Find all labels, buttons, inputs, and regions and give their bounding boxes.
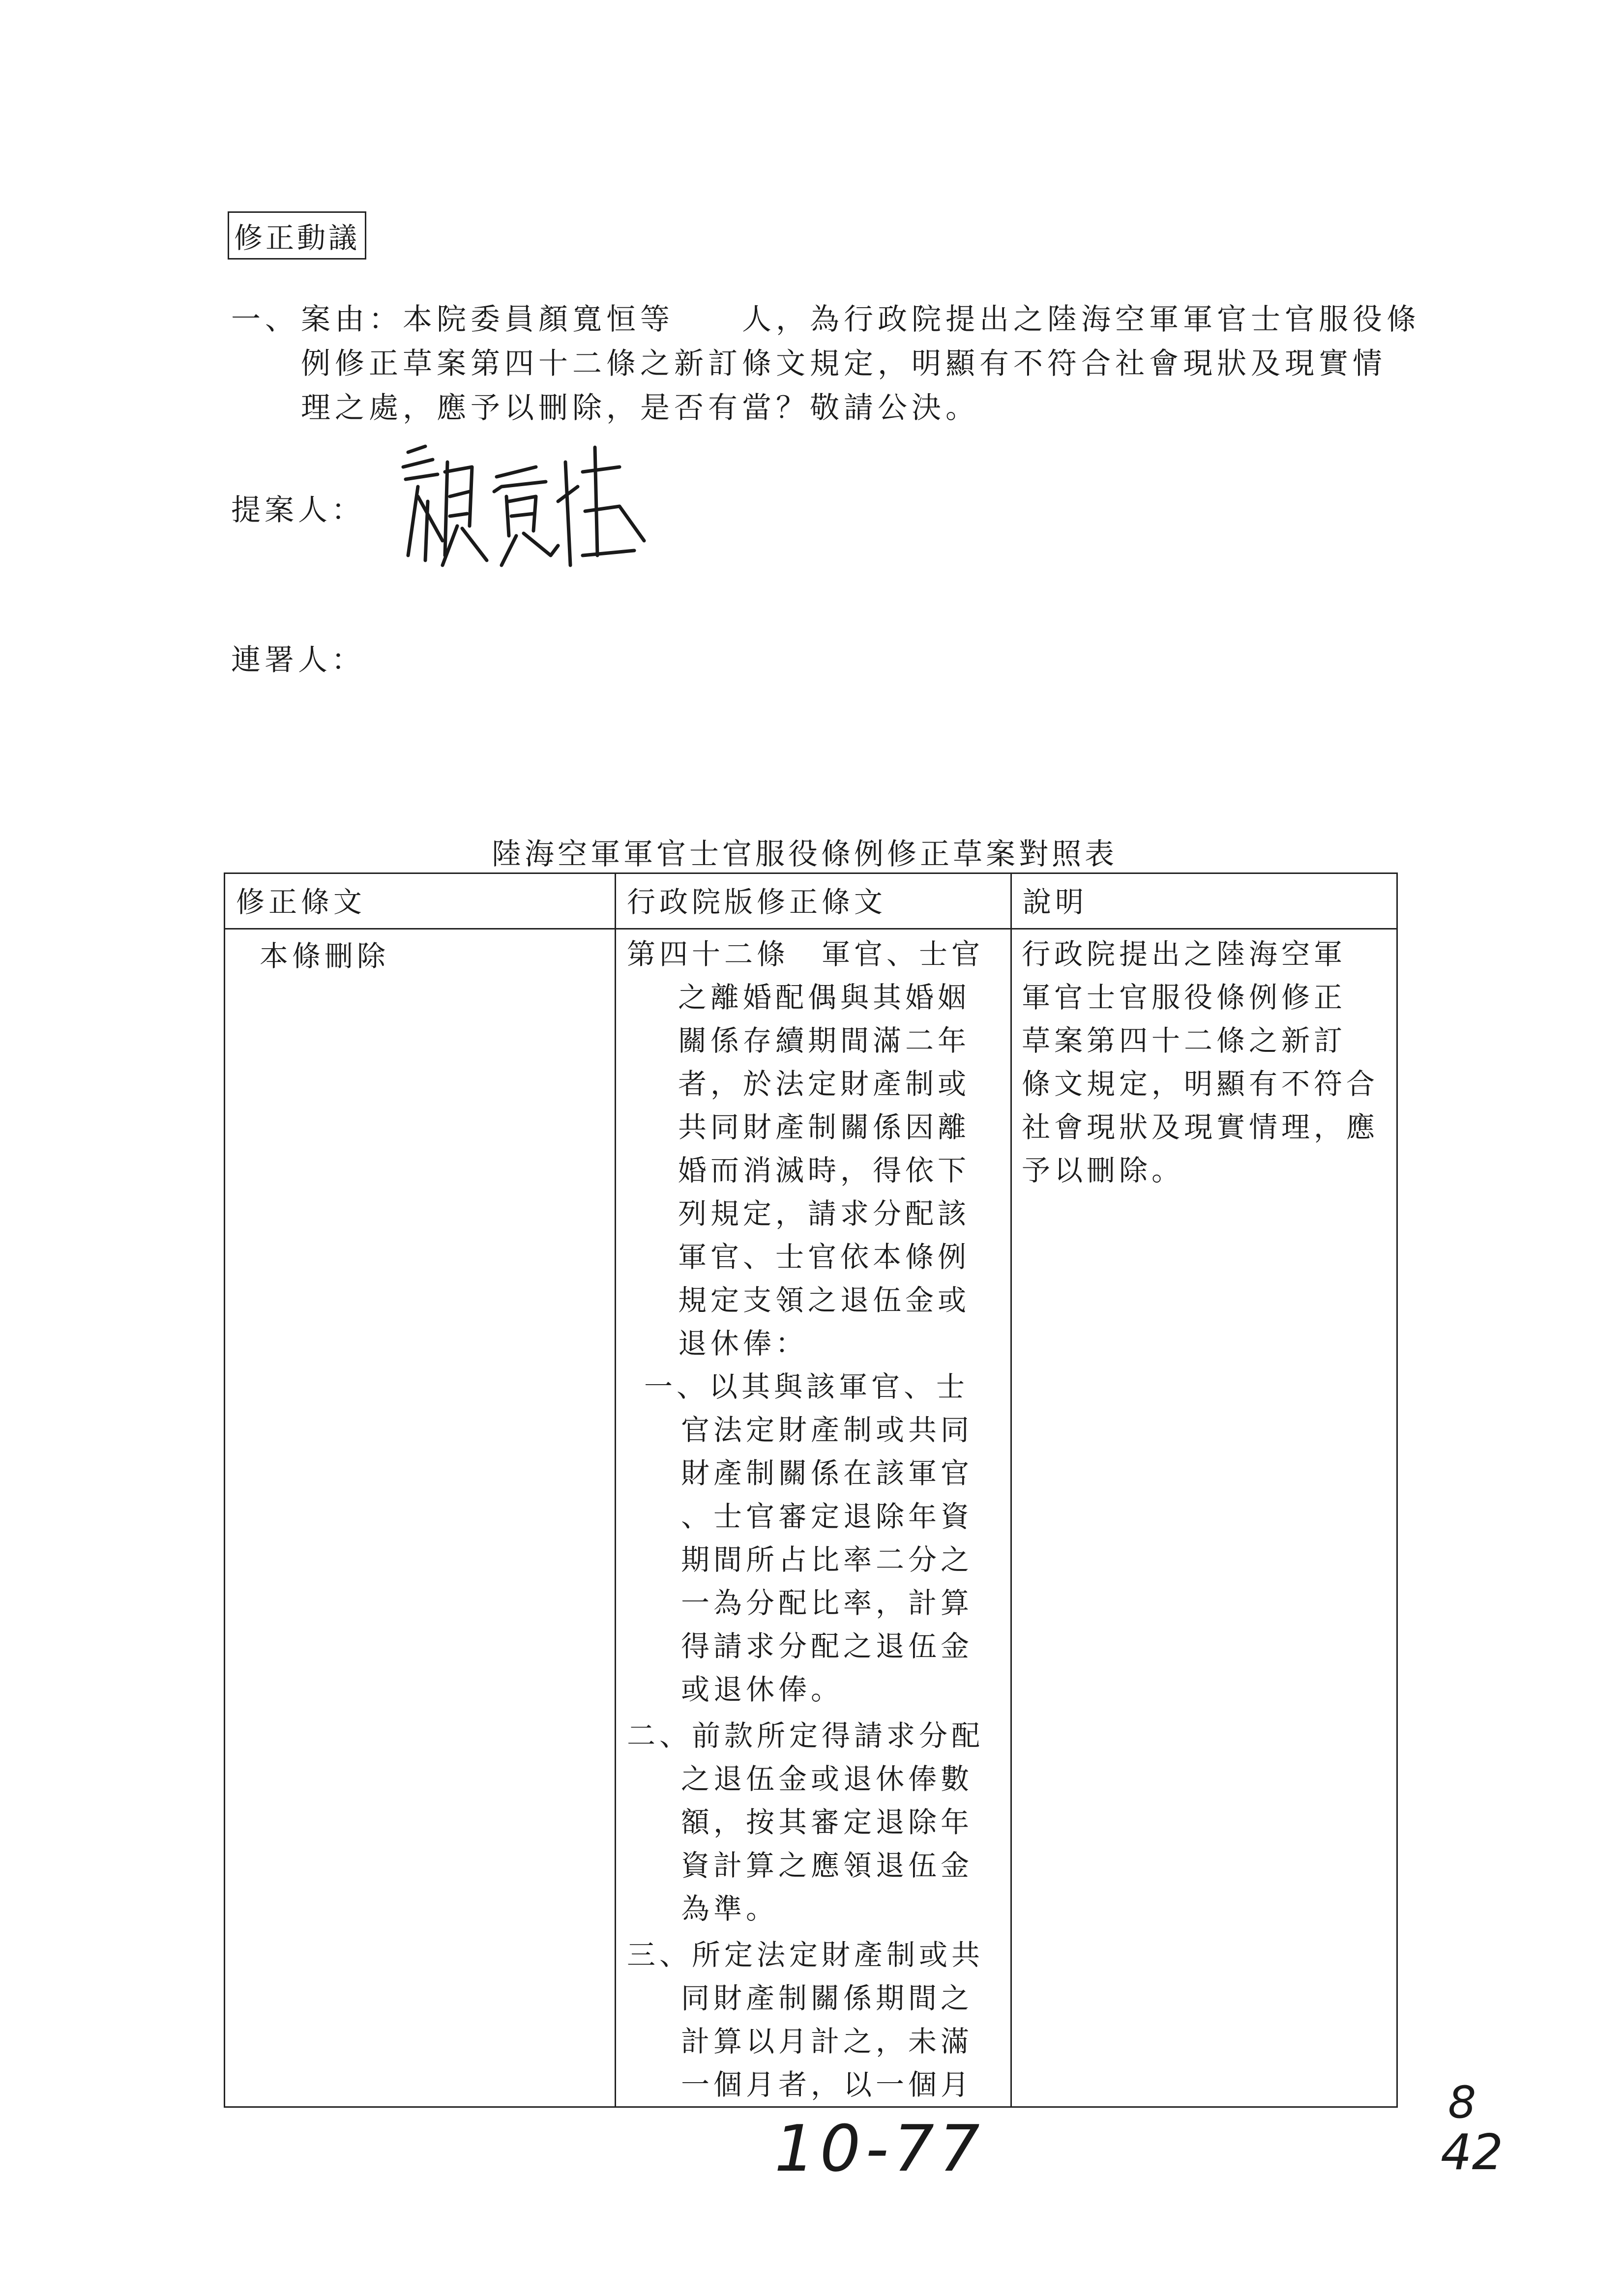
article-continuation (627, 976, 1005, 1365)
article-line: 之離婚配偶與其婚姻 (678, 981, 971, 1014)
article-item-2 (627, 1714, 1005, 1930)
amended-text-cell (225, 929, 616, 2107)
item-line: 一個月者，以一個月 (681, 2068, 974, 2101)
item-line: 計算以月計之，未滿 (681, 2025, 974, 2058)
article-line: 共同財產制關係因離 (678, 1110, 971, 1144)
proposer-label: 提案人： (231, 493, 365, 527)
item-line: 所定法定財產制或共 (692, 1938, 984, 1972)
explanation-line: 予以刪除。 (1022, 1154, 1184, 1187)
item-line: 或退休俸。 (681, 1673, 844, 1706)
article-item-1 (627, 1365, 1005, 1711)
explanation-line: 條文規定，明顯有不符合 (1022, 1067, 1379, 1101)
corner-mark-top: 8 (1448, 2077, 1476, 2128)
motion-line: 理之處，應予以刪除，是否有當？敬請公決。 (301, 391, 979, 425)
item-line: 前款所定得請求分配 (692, 1719, 984, 1752)
table-row (225, 929, 1397, 2107)
item-number: 三、 (627, 1938, 692, 1972)
executive-yuan-cell (616, 929, 1011, 2107)
article-item-3 (627, 1933, 1005, 2106)
amended-text: 本條刪除 (260, 939, 390, 973)
item-line: 官法定財產制或共同 (681, 1413, 974, 1447)
table-header-row (225, 873, 1397, 929)
article-line: 關係存續期間滿二年 (678, 1024, 971, 1057)
article-line: 列規定，請求分配該 (678, 1197, 971, 1230)
handwritten-page-number: 10-77 (774, 2111, 985, 2186)
explanation-line: 行政院提出之陸海空軍 (1022, 937, 1347, 971)
header-explanation: 說明 (1011, 873, 1397, 929)
item-line: 為準。 (681, 1892, 779, 1925)
explanation-line: 軍官士官服役條例修正 (1022, 981, 1347, 1014)
item-line: 一為分配比率，計算 (681, 1586, 974, 1620)
article-line: 第四十二條 軍官、士官 (627, 937, 984, 971)
motion-number: 一、 (231, 302, 299, 337)
motion-type-label: 修正動議 (228, 211, 366, 260)
explanation-line: 社會現狀及現實情理，應 (1022, 1110, 1379, 1144)
item-line: 財產制關係在該軍官 (681, 1456, 974, 1490)
article-line: 規定支領之退伍金或 (678, 1283, 971, 1317)
article-line: 軍官、士官依本條例 (678, 1240, 971, 1274)
item-number: 二、 (627, 1719, 692, 1752)
motion-line: 案由：本院委員顏寬恒等 人，為行政院提出之陸海空軍軍官士官服役條 (301, 302, 1420, 337)
item-line: 得請求分配之退伍金 (681, 1629, 974, 1663)
item-line: 同財產制關係期間之 (681, 1981, 974, 2015)
article-line: 退休俸： (678, 1327, 808, 1360)
table-title: 陸海空軍軍官士官服役條例修正草案對照表 (492, 837, 1118, 872)
article-line: 者，於法定財產制或 (678, 1067, 971, 1101)
item-line: 之退伍金或退休俸數 (681, 1762, 974, 1796)
motion-body (301, 297, 1420, 430)
cosigners-label: 連署人： (231, 643, 365, 677)
header-executive-yuan: 行政院版修正條文 (616, 873, 1011, 929)
explanation-line: 草案第四十二條之新訂 (1022, 1024, 1347, 1057)
corner-mark-bottom: 42 (1441, 2123, 1504, 2181)
proposer-signature (388, 433, 654, 580)
comparison-table (224, 872, 1398, 2108)
item-line: 資計算之應領退伍金 (681, 1849, 974, 1882)
item-line: 以其與該軍官、士 (709, 1370, 969, 1403)
item-line: 、士官審定退除年資 (681, 1500, 974, 1533)
motion-line: 例修正草案第四十二條之新訂條文規定，明顯有不符合社會現狀及現實情 (301, 347, 1387, 381)
explanation-cell (1011, 929, 1397, 2107)
item-line: 期間所占比率二分之 (681, 1543, 974, 1576)
article-text (627, 932, 1005, 1365)
item-number: 一、 (644, 1370, 709, 1403)
item-line: 額，按其審定退除年 (681, 1805, 974, 1839)
article-line: 婚而消滅時，得依下 (678, 1154, 971, 1187)
header-amended: 修正條文 (225, 873, 616, 929)
